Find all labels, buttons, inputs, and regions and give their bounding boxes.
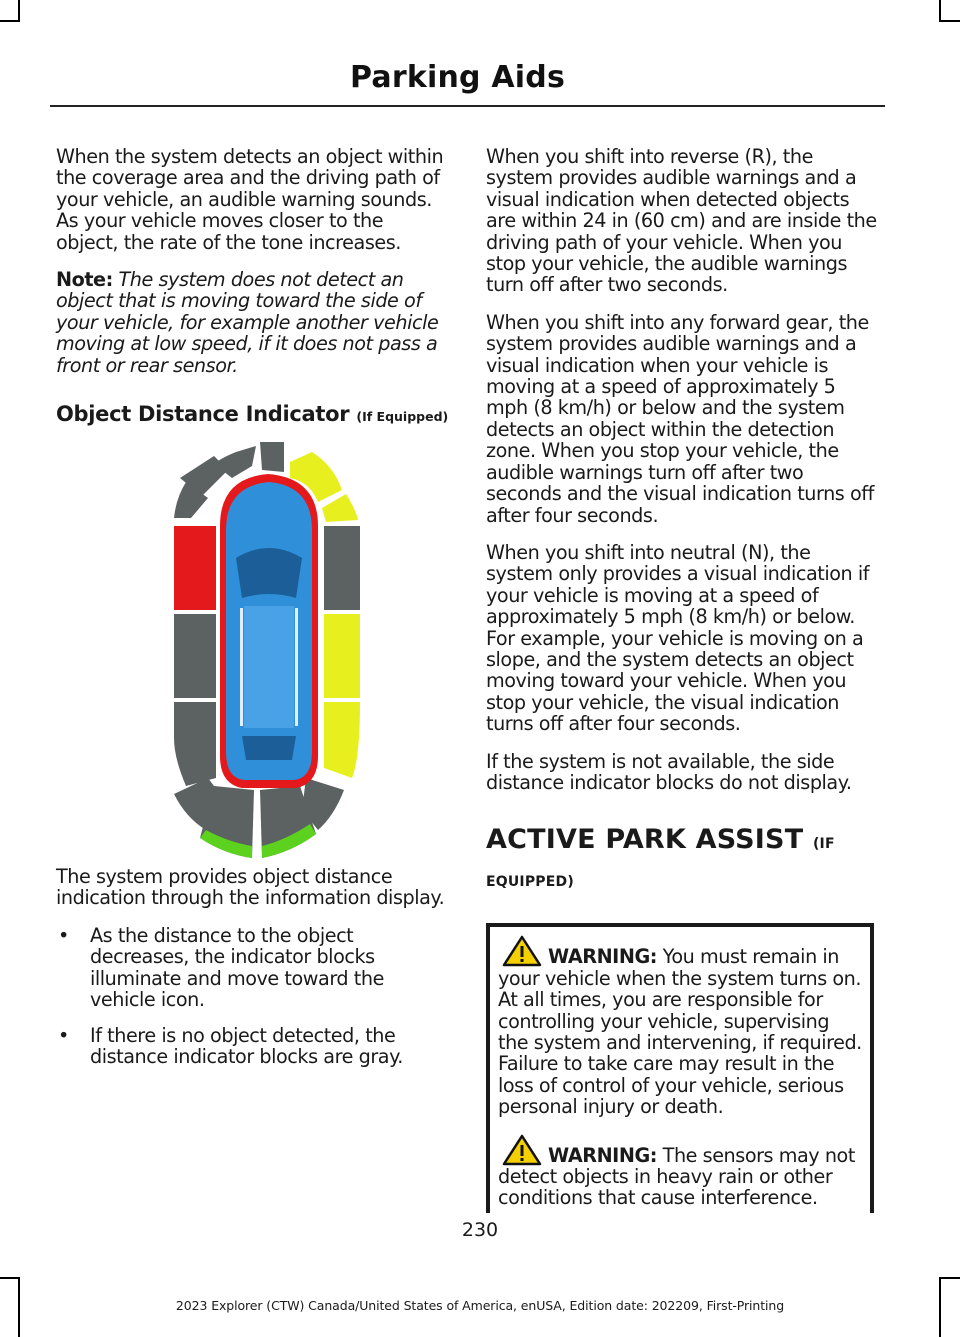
bullet-mark: • [58,923,69,947]
crop-mark [0,20,20,22]
warning-text: You must remain in your vehicle when the system turns on. At all times, you are responsible for controlling your vehicle, supervising the system and intervening, if required. Failure to take care may result in the loss of control of your vehicle, serious personal injury or death. [498,945,862,1119]
warning-2 [498,1134,862,1209]
footer-text: 2023 Explorer (CTW) Canada/United States of America, enUSA, Edition date: 202209, First-Printing [175,1298,785,1313]
page-number: 230 [461,1219,499,1241]
crop-mark [18,0,20,22]
right-side-block-3 [324,702,360,778]
crop-mark [939,0,941,22]
indication-paragraph: The system provides object distance indication through the information display. [56,865,445,910]
right-side-block-2 [324,614,360,698]
crop-mark [939,1277,960,1279]
crop-mark [0,1277,20,1279]
warning-triangle-icon [502,935,542,967]
heading-text: Object Distance Indicator [56,402,350,427]
warning-1 [498,935,862,1117]
warning-box [486,923,874,1213]
right-column [486,146,882,1213]
reverse-paragraph: When you shift into reverse (R), the system provides audible warnings and a visual indication when detected objects are within 24 in (60 cm) and are inside the driving path of your vehicle. When you stop your vehicle, the audible warnings turn off after two seconds. [486,145,877,297]
object-distance-heading [56,402,450,426]
note-paragraph [56,269,450,376]
left-side-block-2 [174,614,216,698]
bullet-list [56,925,450,1067]
section-qualifier: EQUIPPED) [486,874,574,891]
crop-mark [939,20,960,22]
left-side-block-3 [174,702,216,786]
warning-text: The sensors may not detect objects in heavy rain or other conditions that cause interference. [498,1143,855,1210]
car-rear-window [242,736,296,760]
bullet-mark: • [58,1023,69,1047]
distance-indicator-diagram [56,438,450,858]
note-label: Note: [56,268,113,292]
distance-indicator-figure [56,438,450,858]
section-qualifier: (IF [812,836,835,853]
warning-label: WARNING: [548,1143,658,1167]
active-park-assist-heading [486,823,882,899]
heading-qualifier: (If Equipped) [356,409,449,425]
warning-label: WARNING: [548,945,658,969]
note-text: The system does not detect an object that is moving toward the side of your vehicle, for example another vehicle moving at low speed, if it does not pass a front or rear sensor. [56,268,439,377]
list-item: • As the distance to the object decreases, the indicator blocks illuminate and move toward the vehicle icon. [58,923,384,1012]
right-side-block-1 [324,526,360,610]
car-roof-rail-right [295,608,298,726]
header-rule [50,105,885,107]
unavailable-paragraph: If the system is not available, the side distance indicator blocks do not display. [486,749,852,794]
page-title: Parking Aids [350,60,565,95]
forward-paragraph: When you shift into any forward gear, the system provides audible warnings and a visual indication when your vehicle is moving at a speed of approximately 5 mph (8 km/h) or below and the system detects an object within the detection zone. When you stop your vehicle, the audible warnings turn off after two seconds and the visual indication turns off after four seconds. [486,310,874,527]
left-side-block-1 [174,526,216,610]
warning-triangle-icon [502,1134,542,1166]
section-title: ACTIVE PARK ASSIST [486,824,804,856]
front-right-outer-block [322,494,358,522]
car-roof [244,606,294,728]
car-roof-rail-left [240,608,243,726]
neutral-paragraph: When you shift into neutral (N), the system only provides a visual indication if your vehicle is moving at a speed of approximately 5 mph (8 km/h) or below. For example, your vehicle is moving on a slope, and the system detects an object moving toward your vehicle. When you stop your vehicle, the visual indication turns off after four seconds. [486,540,870,736]
list-item: • If there is no object detected, the distance indicator blocks are gray. [58,1023,403,1068]
car-windshield [236,548,302,598]
front-right-inner-block [260,442,284,472]
left-column [56,146,450,1081]
intro-paragraph: When the system detects an object within the coverage area and the driving path of your vehicle, an audible warning sounds. As your vehicle moves closer to the object, the rate of the tone increases. [56,145,444,254]
